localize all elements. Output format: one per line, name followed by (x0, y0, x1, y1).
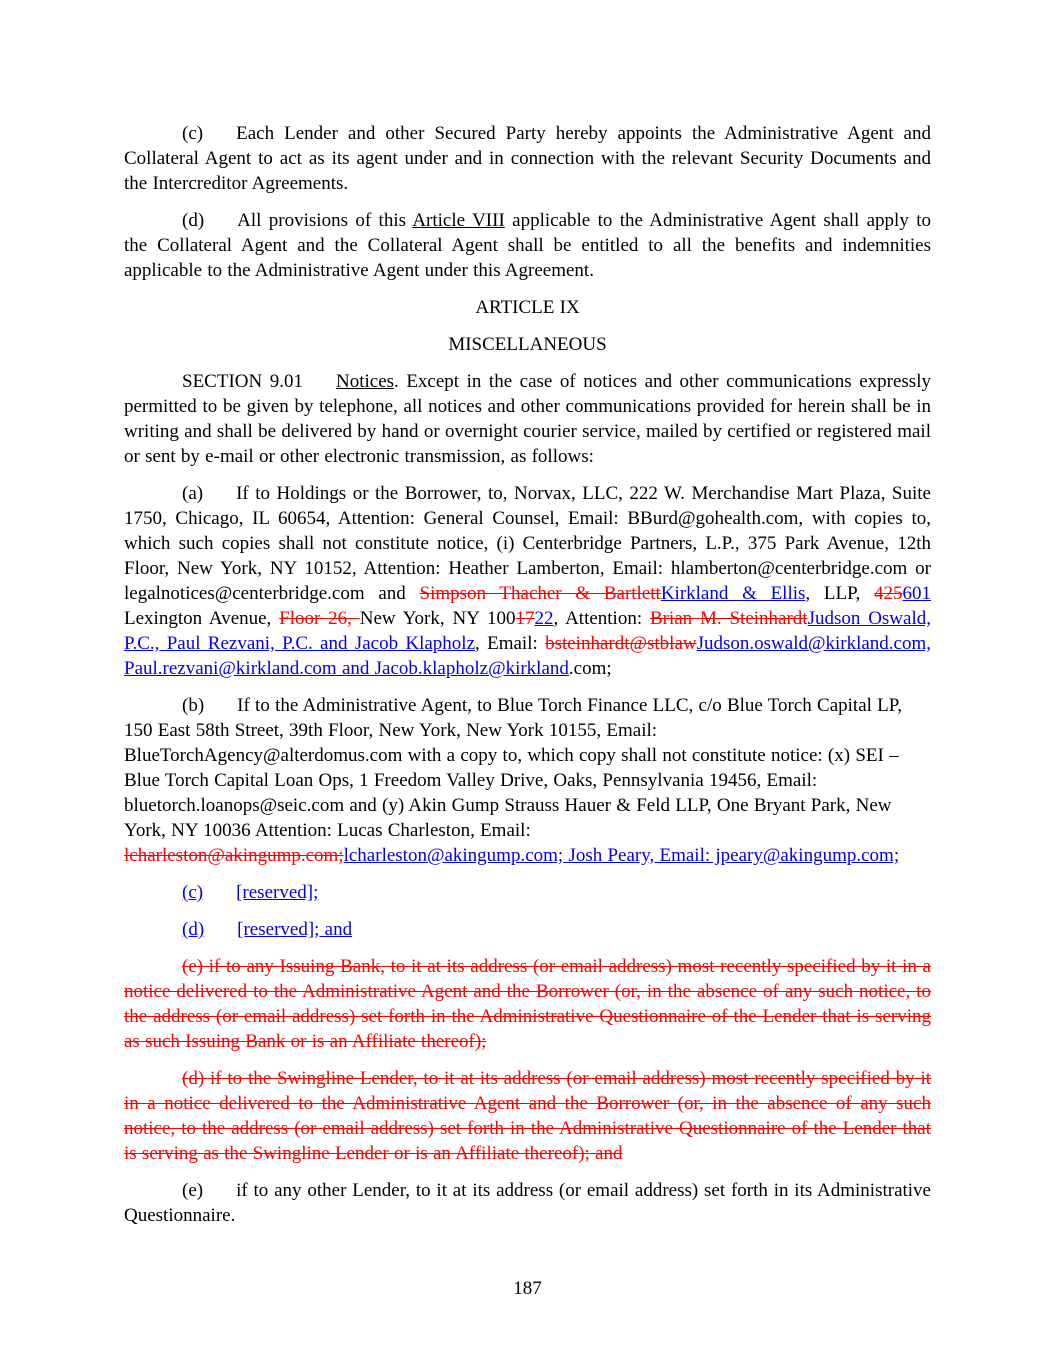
text-segment: .com; (568, 658, 612, 679)
text-segment: (a) (182, 483, 204, 504)
heading-miscellaneous: MISCELLANEOUS (448, 334, 607, 355)
underlined-text: Notices (336, 371, 395, 392)
paragraph-c-agent-appointment (124, 121, 931, 196)
item-c-reserved (124, 880, 931, 905)
inserted-text: Judson.oswald@kirkland.com, Paul.rezvani@kirkland.com and Jacob.klapholz@kirkland (124, 633, 932, 679)
inserted-text: 601 (902, 583, 932, 604)
underlined-text: Article VIII (412, 210, 505, 231)
paragraph-a-holdings-borrower-notice (124, 481, 931, 681)
struck-paragraph-swingline-lender (124, 1066, 931, 1166)
text-segment: (c) (182, 123, 204, 144)
text-segment: If to the Administrative Agent, to Blue Torch Finance LLC, c/o Blue Torch Capital LP, 150 East 58th Street, 39th Floor, New York, New York 10155, Email: (124, 695, 902, 741)
text-segment: Each Lender and other Secured Party hereby appoints the Administrative Agent and Collateral Agent to act as its agent under and in connection with the relevant Security Documents and the Intercreditor Agreements. (124, 123, 931, 194)
inserted-text: (d) (182, 919, 205, 940)
text-segment: applicable to the Administrative Agent shall apply to the Collateral Agent and the Collateral Agent shall be entitled to all the benefits and indemnities applicable to the Administrative Agent under this Agreement. (124, 210, 931, 281)
item-d-reserved (124, 917, 931, 942)
inserted-text: (c) (182, 882, 204, 903)
deleted-text: lcharleston@akingump.com; (124, 845, 344, 866)
text-segment: New York, NY 100 (359, 608, 516, 629)
text-segment: SECTION 9.01 (182, 371, 303, 392)
heading-article-ix: ARTICLE IX (475, 297, 580, 318)
text-segment: , Email: (475, 633, 546, 654)
deleted-text: Floor 26, (279, 608, 360, 629)
paragraph-section-9-01-notices (124, 369, 931, 469)
text-segment: (d) (182, 210, 205, 231)
text-segment: Lexington Avenue, (124, 608, 280, 629)
inserted-text: [reserved]; and (237, 919, 353, 940)
text-segment: (e) (182, 1180, 204, 1201)
text-segment: All provisions of this (237, 210, 413, 231)
inserted-text: 22 (534, 608, 554, 629)
deleted-text: 425 (874, 583, 903, 604)
deleted-text: (e) if to any Issuing Bank, to it at its address (or email address) most recently specified by it in a notice delivered to the Administrative Agent and the Borrower (or, in the absence of any such notice, to the address (or email address) set forth in the Administrative Questionnaire of the Lender that is serving as such Issuing Bank or is an Affiliate thereof); (124, 956, 931, 1052)
inserted-text: [reserved]; (236, 882, 319, 903)
text-segment: bluetorch.loanops@seic.com and (y) Akin Gump Strauss Hauer & Feld LLP, One Bryant Park, New York, NY 10036 Attention: Lucas Charleston, Email: (124, 795, 892, 841)
text-segment: . Except in the case of notices and other communications expressly permitted to be given by telephone, all notices and other communications provided for herein shall be in writing and shall be delivered by hand or overnight courier service, mailed by certified or registered mail or sent by e-mail or other electronic transmission, as follows: (124, 371, 931, 467)
inserted-text: Kirkland & Ellis (660, 583, 806, 604)
paragraph-d-article-viii-provisions (124, 208, 931, 283)
text-segment: , Attention: (553, 608, 650, 629)
deleted-text: Simpson Thacher & Bartlett (419, 583, 661, 604)
deleted-text: bsteinhardt@stblaw (545, 633, 697, 654)
deleted-text: 17 (515, 608, 535, 629)
text-segment: , LLP, (805, 583, 875, 604)
page-number: 187 (513, 1278, 542, 1299)
deleted-text: Brian M. Steinhardt (649, 608, 808, 629)
paragraph-b-administrative-agent-notice (124, 693, 931, 868)
text-segment: If to Holdings or the Borrower, to, Norvax, LLC, 222 W. Merchandise Mart Plaza, Suite 1750, Chicago, IL 60654, Attention: General Counsel, Email: BBurd@gohealth.com, with copies to, which such copies shall not constitute notice, (i) Centerbridge Partners, L.P., 375 Park Avenue, 12th Floor, New York, NY 10152, Attention: Heather Lamberton, Email: hlamberton@centerbridge.com or legalnotices@centerbridge.com and (124, 483, 931, 604)
text-segment: if to any other Lender, to it at its address (or email address) set forth in its Administrative Questionnaire. (124, 1180, 931, 1226)
text-segment: (b) (182, 695, 205, 716)
inserted-text: lcharleston@akingump.com; Josh Peary, Email: jpeary@akingump.com; (343, 845, 900, 866)
struck-paragraph-issuing-bank (124, 954, 931, 1054)
deleted-text: (d) if to the Swingline Lender, to it at its address (or email address) most recently specified by it in a notice delivered to the Administrative Agent and the Borrower (or, in the absence of any such notice, to the address (or email address) set forth in the Administrative Questionnaire of the Lender that is serving as the Swingline Lender or is an Affiliate thereof); and (124, 1068, 931, 1164)
text-segment: BlueTorchAgency@alterdomus.com with a copy to, which copy shall not constitute notice: (x) SEI – Blue Torch Capital Loan Ops, 1 Freedom Valley Drive, Oaks, Pennsylvania 19456, Email: (124, 745, 899, 791)
inserted-text: Judson Oswald, P.C., Paul Rezvani, P.C. and Jacob Klapholz (124, 608, 931, 654)
paragraph-e-other-lender-notice (124, 1178, 931, 1228)
document-body (124, 121, 931, 1240)
